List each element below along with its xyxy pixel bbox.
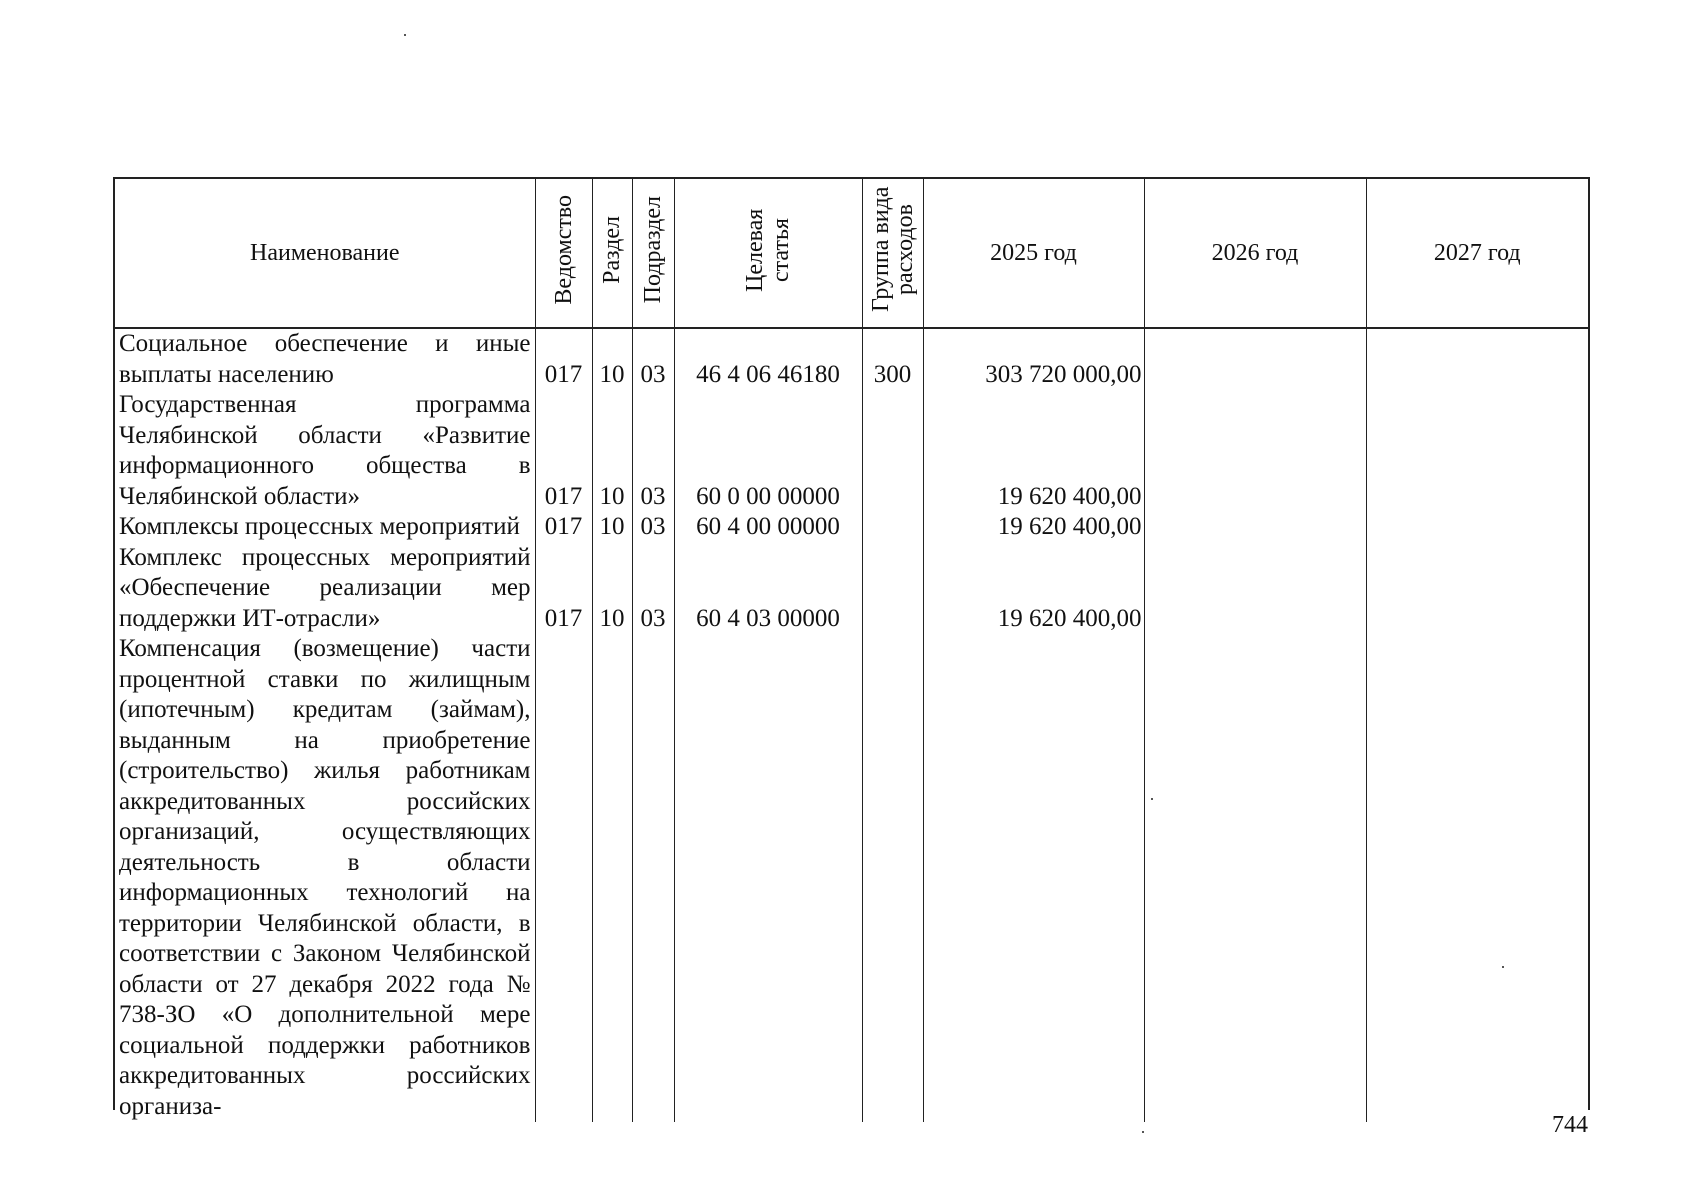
row-razdel: 10 [592, 543, 632, 635]
row-vedomstvo: 017 [535, 328, 592, 390]
row-amount-2025: 19 620 400,00 [923, 390, 1144, 512]
row-podrazdel: 03 [632, 390, 674, 512]
row-amount-2025: 303 720 000,00 [923, 328, 1144, 390]
budget-table-sheet [113, 177, 1590, 1120]
row-podrazdel: 03 [632, 512, 674, 543]
row-amount-2025: 19 620 400,00 [923, 512, 1144, 543]
row-name: Социальное обеспечение и иные выплаты населению [115, 328, 535, 390]
row-amount-2026 [1144, 328, 1366, 390]
header-name: Наименование [115, 179, 535, 328]
row-vedomstvo: 017 [535, 543, 592, 635]
row-razdel: 10 [592, 512, 632, 543]
header-2025: 2025 год [923, 179, 1144, 328]
header-podrazdel: Подраздел [640, 195, 666, 304]
row-vedomstvo [535, 634, 592, 1122]
table-row [115, 543, 1588, 635]
table-row [115, 328, 1588, 390]
row-amount-2025 [923, 634, 1144, 1122]
row-gruppa [862, 390, 923, 512]
row-amount-2027 [1366, 390, 1588, 512]
row-podrazdel [632, 634, 674, 1122]
table-row [115, 512, 1588, 543]
header-2027: 2027 год [1366, 179, 1588, 328]
table-row [115, 634, 1588, 1122]
header-2026: 2026 год [1144, 179, 1366, 328]
row-gruppa [862, 634, 923, 1122]
row-vedomstvo: 017 [535, 390, 592, 512]
row-amount-2026 [1144, 390, 1366, 512]
row-amount-2027 [1366, 328, 1588, 390]
budget-table [115, 179, 1588, 1122]
header-razdel: Раздел [599, 215, 625, 284]
row-gruppa [862, 543, 923, 635]
header-celevaya-statya: Целевая статья [742, 207, 794, 292]
row-amount-2027 [1366, 543, 1588, 635]
row-celevaya-statya: 60 4 00 00000 [674, 512, 862, 543]
row-vedomstvo: 017 [535, 512, 592, 543]
row-celevaya-statya: 46 4 06 46180 [674, 328, 862, 390]
row-name: Государственная программа Челябинской области «Развитие информационного общества в Челябинской области» [115, 390, 535, 512]
row-amount-2026 [1144, 512, 1366, 543]
row-razdel: 10 [592, 328, 632, 390]
table-row [115, 390, 1588, 512]
row-podrazdel: 03 [632, 543, 674, 635]
row-gruppa: 300 [862, 328, 923, 390]
row-celevaya-statya: 60 4 03 00000 [674, 543, 862, 635]
row-name: Компенсация (возмещение) части процентной ставки по жилищным (ипотечным) кредитам (займам), выданным на приобретение (строительство) жилья работникам аккредитованных российских организаций, осуществляющих деятельность в области информационных технологий на территории Челябинской области, в соответствии с Законом Челябинской области от 27 декабря 2022 года № 738-ЗО «О дополнительной мере социальной поддержки работников аккредитованных российских организа- [115, 634, 535, 1122]
row-name: Комплекс процессных мероприятий «Обеспечение реализации мер поддержки ИТ-отрасли» [115, 543, 535, 635]
row-amount-2027 [1366, 634, 1588, 1122]
row-gruppa [862, 512, 923, 543]
scan-speck [1151, 798, 1153, 800]
row-amount-2025: 19 620 400,00 [923, 543, 1144, 635]
row-name: Комплексы процессных мероприятий [115, 512, 535, 543]
row-amount-2026 [1144, 543, 1366, 635]
row-razdel [592, 634, 632, 1122]
table-header-row [115, 179, 1588, 328]
header-gruppa-vida-rashodov: Группа вида расходов [867, 186, 918, 313]
row-celevaya-statya [674, 634, 862, 1122]
header-vedomstvo: Ведомство [550, 194, 577, 305]
row-amount-2027 [1366, 512, 1588, 543]
scan-speck [1502, 966, 1504, 968]
row-amount-2026 [1144, 634, 1366, 1122]
row-podrazdel: 03 [632, 328, 674, 390]
row-celevaya-statya: 60 0 00 00000 [674, 390, 862, 512]
scan-speck [1142, 1131, 1144, 1133]
row-razdel: 10 [592, 390, 632, 512]
scan-speck [404, 34, 406, 36]
page-number: 744 [1552, 1112, 1588, 1138]
